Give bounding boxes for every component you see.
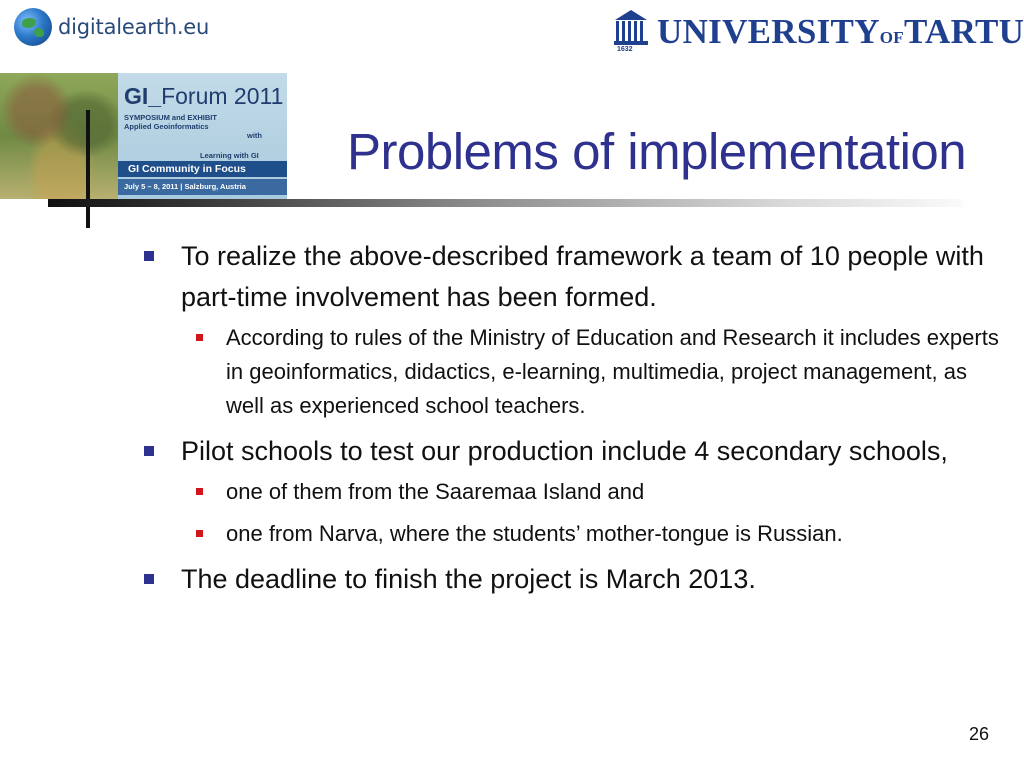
banner-subtitle-line: SYMPOSIUM and EXHIBIT: [124, 113, 217, 122]
bullet-item: Pilot schools to test our production include 4 secondary schools,: [140, 431, 1000, 472]
bullet-item: To realize the above-described framework a team of 10 people with part-time involvement has been formed.: [140, 236, 1000, 318]
banner-focus: GI Community in Focus: [118, 161, 287, 177]
university-of-tartu-logo: [613, 10, 1024, 60]
page-number: 26: [969, 724, 990, 744]
banner-learning: Learning with GI: [200, 151, 259, 160]
digitalearth-logo-text: digitalearth.eu: [58, 15, 210, 39]
horizontal-rule: [48, 199, 963, 207]
gi-forum-banner: [0, 73, 287, 199]
sub-bullet-item: one from Narva, where the students’ mother-tongue is Russian.: [140, 517, 1000, 551]
university-year: 1632: [617, 46, 633, 53]
university-of: OF: [879, 28, 904, 47]
banner-title-rest: Forum 2011: [161, 83, 284, 109]
sub-bullet-item: one of them from the Saaremaa Island and: [140, 475, 1000, 509]
university-main: UNIVERSITY: [657, 12, 880, 51]
university-name-tartu: TARTU: [904, 12, 1024, 51]
slide-title: Problems of implementation: [347, 123, 967, 180]
banner-title-bold: GI_: [124, 83, 162, 109]
globe-icon: [14, 8, 52, 46]
slide-content: [140, 236, 1000, 603]
university-building-icon: [613, 10, 649, 54]
banner-photo: [0, 73, 122, 199]
banner-with: with: [247, 131, 262, 140]
sub-bullet-item: According to rules of the Ministry of Education and Research it includes experts in geoinformatics, didactics, e-learning, multimedia, project management, as well as experienced school teachers.: [140, 321, 1000, 423]
digitalearth-logo: [14, 8, 209, 46]
vertical-rule: [86, 110, 90, 228]
bullet-item: The deadline to finish the project is March 2013.: [140, 559, 1000, 600]
university-name: [657, 10, 1024, 60]
banner-title: [124, 83, 283, 110]
banner-subtitle-line: Applied Geoinformatics: [124, 122, 209, 131]
banner-subtitle: [124, 113, 284, 140]
banner-date: July 5 – 8, 2011 | Salzburg, Austria: [118, 179, 287, 195]
